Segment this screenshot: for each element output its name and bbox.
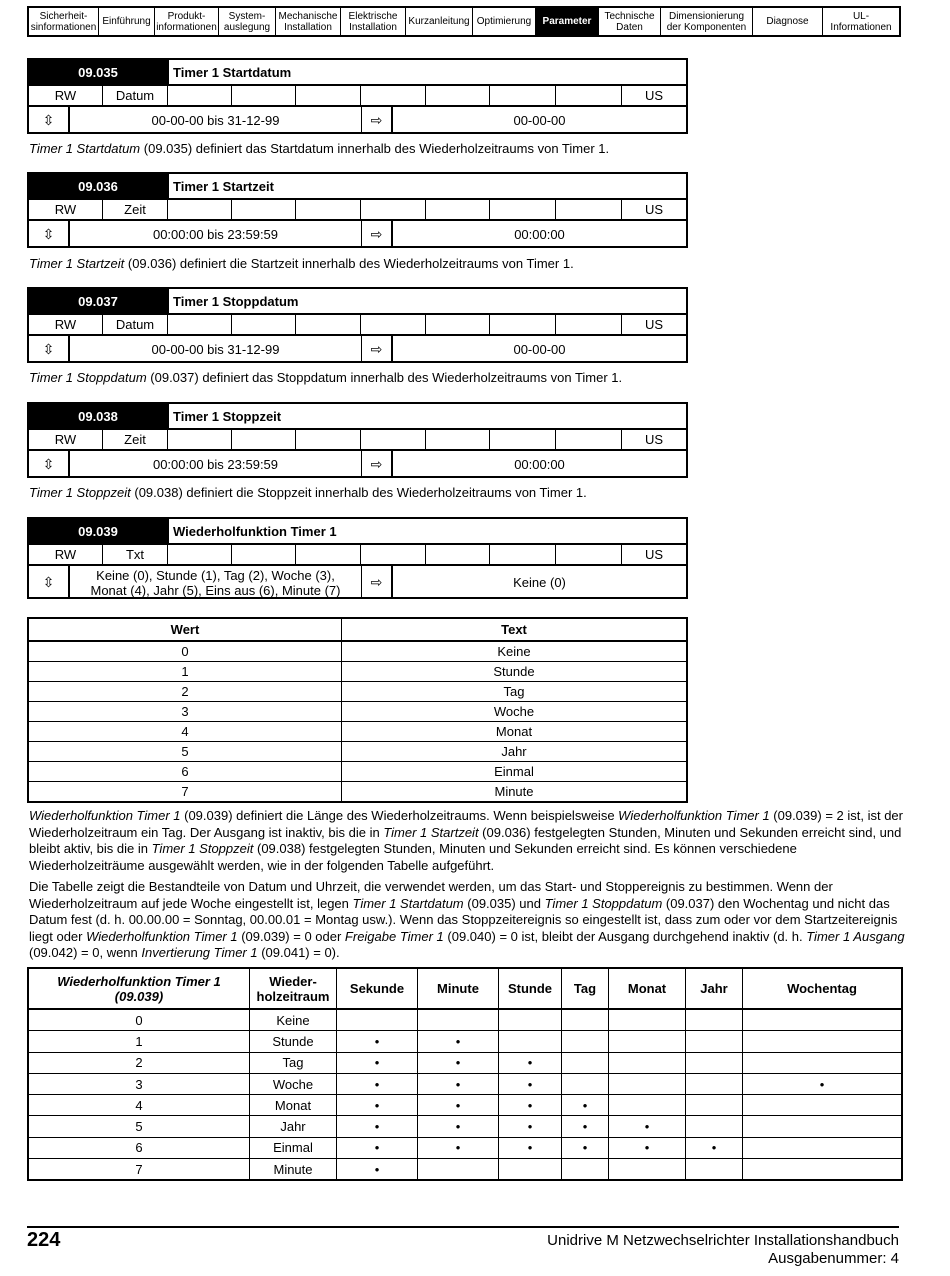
- bullet-mark: •: [418, 1116, 499, 1137]
- empty-cell: [499, 1009, 562, 1031]
- attribute-cell: Zeit: [103, 430, 168, 449]
- table-row: [28, 1116, 902, 1137]
- bullet-mark: •: [337, 1116, 418, 1137]
- text-run: (09.039) = 0 oder: [237, 928, 345, 944]
- attribute-cell: RW: [29, 86, 103, 105]
- parameter-title: Timer 1 Startdatum: [167, 60, 686, 84]
- nav-tab-7[interactable]: Optimierung: [473, 8, 536, 35]
- parameter-range: 00-00-00 bis 31-12-99: [70, 336, 362, 363]
- parameter-reference: Wiederholfunktion Timer 1: [86, 928, 238, 944]
- table-row: [28, 641, 687, 662]
- attribute-cell: [556, 86, 622, 105]
- repeat-period: Minute: [250, 1159, 337, 1181]
- bullet-mark: •: [562, 1095, 609, 1116]
- attribute-cell: [490, 86, 556, 105]
- repeat-value: 0: [28, 1009, 250, 1031]
- value-cell: 0: [28, 641, 342, 662]
- bullet-mark: •: [499, 1116, 562, 1137]
- nav-tab-5[interactable]: Elektrische Installation: [341, 8, 406, 35]
- parameter-number: 09.037: [29, 289, 167, 313]
- bullet-mark: •: [418, 1137, 499, 1158]
- repeat-value: 4: [28, 1095, 250, 1116]
- bullet-mark: •: [418, 1073, 499, 1094]
- nav-tab-11[interactable]: Diagnose: [753, 8, 823, 35]
- text-cell: Minute: [342, 782, 688, 803]
- repeat-period: Einmal: [250, 1137, 337, 1158]
- attribute-cell: [168, 545, 232, 564]
- attribute-cell: US: [644, 317, 664, 332]
- attribute-cell: [490, 200, 556, 219]
- empty-cell: [686, 1159, 743, 1181]
- empty-cell: [418, 1009, 499, 1031]
- empty-cell: [686, 1031, 743, 1052]
- bullet-mark: •: [337, 1052, 418, 1073]
- text-run: (09.041) = 0).: [257, 945, 340, 961]
- nav-tab-8[interactable]: Parameter: [536, 8, 599, 35]
- value-cell: 4: [28, 722, 342, 742]
- attribute-cell: US: [644, 202, 664, 217]
- table-row: [28, 702, 687, 722]
- empty-cell: [609, 1031, 686, 1052]
- description-text: (09.037) definiert das Stoppdatum innerhalb des Wiederholzeitraums von Timer 1.: [146, 370, 623, 385]
- attribute-cell: US: [644, 88, 664, 103]
- parameter-default: 00:00:00: [514, 227, 565, 242]
- nav-tab-0[interactable]: Sicherheit- sinformationen: [29, 8, 99, 35]
- column-header-text: Text: [342, 618, 688, 641]
- repeat-period: Woche: [250, 1073, 337, 1094]
- bullet-mark: •: [499, 1073, 562, 1094]
- column-header: Sekunde: [337, 968, 418, 1009]
- value-cell: 6: [28, 762, 342, 782]
- page-number: 224: [27, 1229, 61, 1251]
- empty-cell: [609, 1159, 686, 1181]
- parameter-block-09-035: [27, 58, 688, 134]
- table-row: [28, 1137, 902, 1158]
- parameter-reference: Timer 1 Stoppzeit: [151, 841, 254, 857]
- attribute-cell: [426, 430, 490, 449]
- empty-cell: [743, 1009, 903, 1031]
- value-cell: 2: [28, 682, 342, 702]
- value-cell: 7: [28, 782, 342, 803]
- table-row: [28, 782, 687, 803]
- nav-tab-3[interactable]: System- auslegung: [219, 8, 276, 35]
- range-icon: ⇳: [29, 566, 70, 599]
- empty-cell: [337, 1009, 418, 1031]
- parameter-range: [70, 566, 362, 599]
- attribute-cell: Txt: [103, 545, 168, 564]
- table-row: [28, 1031, 902, 1052]
- table-row: [28, 1052, 902, 1073]
- empty-cell: [686, 1052, 743, 1073]
- parameter-description: [29, 370, 909, 386]
- repeat-period: Stunde: [250, 1031, 337, 1052]
- attribute-cell: RW: [29, 545, 103, 564]
- description-text: (09.038) definiert die Stoppzeit innerhalb des Wiederholzeitraums von Timer 1.: [130, 485, 587, 500]
- bullet-mark: •: [418, 1095, 499, 1116]
- range-icon: ⇳: [29, 451, 70, 478]
- empty-cell: [609, 1009, 686, 1031]
- attribute-cell: [232, 86, 296, 105]
- column-header: Monat: [609, 968, 686, 1009]
- table-row: [28, 682, 687, 702]
- column-header: Wiederholfunktion Timer 1 (09.039): [28, 968, 250, 1009]
- attribute-cell: RW: [29, 430, 103, 449]
- table-row: [28, 662, 687, 682]
- column-header: Minute: [418, 968, 499, 1009]
- parameter-default: 00:00:00: [514, 457, 565, 472]
- parameter-block-09-039: [27, 517, 688, 599]
- range-icon: ⇳: [29, 107, 70, 134]
- attribute-cell: Datum: [103, 315, 168, 334]
- parameter-name: Timer 1 Stoppzeit: [29, 485, 131, 500]
- range-icon: ⇳: [29, 221, 70, 248]
- empty-cell: [562, 1009, 609, 1031]
- empty-cell: [686, 1116, 743, 1137]
- bullet-mark: •: [337, 1137, 418, 1158]
- attribute-cell: [296, 200, 361, 219]
- parameter-default: 00-00-00: [513, 342, 566, 357]
- attribute-cell: [556, 545, 622, 564]
- attribute-cell: US: [644, 547, 664, 562]
- empty-cell: [562, 1073, 609, 1094]
- parameter-block-09-036: [27, 172, 688, 248]
- text-cell: Einmal: [342, 762, 688, 782]
- footer-info: [547, 1232, 899, 1268]
- repeat-value: 6: [28, 1137, 250, 1158]
- table-row: [28, 1095, 902, 1116]
- parameter-title: Timer 1 Startzeit: [167, 174, 686, 198]
- repeat-period: Tag: [250, 1052, 337, 1073]
- text-run: (09.042) = 0, wenn: [29, 945, 142, 961]
- bullet-mark: •: [337, 1073, 418, 1094]
- attribute-cell: [232, 200, 296, 219]
- text-cell: Jahr: [342, 742, 688, 762]
- empty-cell: [609, 1052, 686, 1073]
- attribute-cell: [296, 430, 361, 449]
- attribute-cell: Zeit: [103, 200, 168, 219]
- attribute-cell: [361, 430, 426, 449]
- parameter-reference: Wiederholfunktion Timer 1: [618, 808, 770, 823]
- issue-number: Ausgabenummer: 4: [768, 1250, 899, 1267]
- default-arrow-icon: ⇨: [362, 451, 393, 478]
- column-header: Wochentag: [743, 968, 903, 1009]
- parameter-reference: Wiederholfunktion Timer 1: [29, 808, 181, 823]
- repeat-period-table: [27, 967, 903, 1181]
- parameter-number: 09.038: [29, 404, 167, 428]
- column-header: Stunde: [499, 968, 562, 1009]
- empty-cell: [743, 1031, 903, 1052]
- range-line: Monat (4), Jahr (5), Eins aus (6), Minute (7): [90, 582, 341, 598]
- bullet-mark: •: [499, 1095, 562, 1116]
- bullet-mark: •: [686, 1137, 743, 1158]
- repeat-period: Keine: [250, 1009, 337, 1031]
- bullet-mark: •: [337, 1095, 418, 1116]
- parameter-range: 00:00:00 bis 23:59:59: [70, 451, 362, 478]
- text-run: (09.039) definiert die Länge des Wiederholzeitraums. Wenn beispielsweise: [180, 808, 619, 823]
- attribute-cell: [426, 545, 490, 564]
- attribute-cell: [426, 86, 490, 105]
- empty-cell: [499, 1159, 562, 1181]
- attribute-cell: [168, 315, 232, 334]
- text-cell: Woche: [342, 702, 688, 722]
- parameter-reference: Invertierung Timer 1: [141, 945, 258, 961]
- table-row: [28, 1073, 902, 1094]
- table-row: [28, 762, 687, 782]
- empty-cell: [686, 1073, 743, 1094]
- attribute-cell: [426, 200, 490, 219]
- default-arrow-icon: ⇨: [362, 221, 393, 248]
- text-cell: Monat: [342, 722, 688, 742]
- bullet-mark: •: [562, 1116, 609, 1137]
- attribute-cell: [490, 545, 556, 564]
- parameter-title: Wiederholfunktion Timer 1: [167, 519, 686, 543]
- text-cell: Keine: [342, 641, 688, 662]
- bullet-mark: •: [418, 1052, 499, 1073]
- parameter-block-09-038: [27, 402, 688, 478]
- nav-tab-10[interactable]: Dimensionierung der Komponenten: [661, 8, 753, 35]
- repeat-period: Monat: [250, 1095, 337, 1116]
- table-row: [28, 722, 687, 742]
- attribute-cell: [490, 315, 556, 334]
- nav-tab-6[interactable]: Kurzanleitung: [406, 8, 473, 35]
- parameter-number: 09.035: [29, 60, 167, 84]
- paragraph-repeat-function: [29, 808, 909, 874]
- attribute-cell: [426, 315, 490, 334]
- text-run: (09.035) und: [463, 895, 545, 911]
- column-header: Wieder- holzeitraum: [250, 968, 337, 1009]
- attribute-cell: [296, 86, 361, 105]
- text-cell: Stunde: [342, 662, 688, 682]
- bullet-mark: •: [499, 1052, 562, 1073]
- bullet-mark: •: [743, 1073, 903, 1094]
- repeat-value: 2: [28, 1052, 250, 1073]
- paragraph-date-time-components: [29, 879, 909, 962]
- attribute-cell: [361, 200, 426, 219]
- attribute-cell: Datum: [103, 86, 168, 105]
- attribute-cell: [490, 430, 556, 449]
- parameter-description: [29, 256, 909, 272]
- attribute-cell: [168, 200, 232, 219]
- attribute-cell: [361, 545, 426, 564]
- attribute-cell: [296, 545, 361, 564]
- nav-tab-2[interactable]: Produkt- informationen: [155, 8, 219, 35]
- attribute-cell: [361, 86, 426, 105]
- table-row: [28, 742, 687, 762]
- attribute-cell: [232, 545, 296, 564]
- parameter-name: Timer 1 Stoppdatum: [29, 370, 147, 385]
- parameter-range: 00:00:00 bis 23:59:59: [70, 221, 362, 248]
- attribute-cell: [361, 315, 426, 334]
- attribute-cell: [168, 430, 232, 449]
- empty-cell: [743, 1159, 903, 1181]
- column-header: Jahr: [686, 968, 743, 1009]
- empty-cell: [743, 1137, 903, 1158]
- empty-cell: [686, 1095, 743, 1116]
- footer-rule: [27, 1226, 899, 1228]
- text-run: (09.037) den Wochentag und nicht das Datum fest (d. h. 00.00.00 = Sonntag, 00.00.01 = Montag usw.). Wenn das Stoppzeitereignis so eingestellt ist, dass zum oder vor dem Startzeitereignis liegt oder: [29, 895, 898, 944]
- bullet-mark: •: [609, 1137, 686, 1158]
- range-line: Keine (0), Stunde (1), Tag (2), Woche (3),: [96, 567, 335, 583]
- parameter-reference: Freigabe Timer 1: [344, 928, 444, 944]
- empty-cell: [743, 1116, 903, 1137]
- repeat-value: 3: [28, 1073, 250, 1094]
- nav-tab-4[interactable]: Mechanische Installation: [276, 8, 341, 35]
- parameter-description: [29, 485, 909, 501]
- table-row: [28, 1009, 902, 1031]
- empty-cell: [418, 1159, 499, 1181]
- parameter-block-09-037: [27, 287, 688, 363]
- manual-title: Unidrive M Netzwechselrichter Installationshandbuch: [547, 1232, 899, 1249]
- value-cell: 5: [28, 742, 342, 762]
- chapter-navigation: [27, 6, 901, 37]
- default-arrow-icon: ⇨: [362, 336, 393, 363]
- bullet-mark: •: [609, 1116, 686, 1137]
- nav-tab-9[interactable]: Technische Daten: [599, 8, 661, 35]
- text-run: Die Tabelle zeigt die Bestandteile von Datum und Uhrzeit, die verwendet werden, um das Start- und Stoppereignis zu bestimmen. Wenn der Wiederholzeitraum auf jede Woche eingestellt ist, legen: [29, 879, 833, 911]
- default-arrow-icon: ⇨: [362, 107, 393, 134]
- description-text: (09.035) definiert das Startdatum innerhalb des Wiederholzeitraums von Timer 1.: [140, 141, 610, 156]
- nav-tab-1[interactable]: Einführung: [99, 8, 155, 35]
- attribute-cell: [232, 315, 296, 334]
- empty-cell: [562, 1159, 609, 1181]
- column-header-wert: Wert: [28, 618, 342, 641]
- text-run: (09.038) festgelegten Stunden, Minuten und Sekunden erreicht sind. Es können verschiedene Wiederholzeiträume ausgewählt werden, wie in der folgenden Tabelle aufgeführt.: [29, 841, 797, 873]
- text-run: (09.040) = 0 ist, bleibt der Ausgang durchgehend inaktiv (d. h.: [443, 928, 807, 944]
- text-cell: Tag: [342, 682, 688, 702]
- value-cell: 3: [28, 702, 342, 722]
- parameter-range: 00-00-00 bis 31-12-99: [70, 107, 362, 134]
- empty-cell: [609, 1095, 686, 1116]
- parameter-title: Timer 1 Stoppdatum: [167, 289, 686, 313]
- attribute-cell: US: [644, 432, 664, 447]
- parameter-reference: Timer 1 Ausgang: [806, 928, 905, 944]
- attribute-cell: [556, 200, 622, 219]
- empty-cell: [686, 1009, 743, 1031]
- empty-cell: [499, 1031, 562, 1052]
- column-header: Tag: [562, 968, 609, 1009]
- parameter-reference: Timer 1 Startdatum: [352, 895, 464, 911]
- repeat-value: 1: [28, 1031, 250, 1052]
- parameter-reference: Timer 1 Startzeit: [383, 824, 479, 840]
- text-run: (09.039) = 2 ist, ist der Wiederholzeitraum ein Tag. Der Ausgang ist inaktiv, bis die in: [29, 808, 903, 840]
- repeat-value: 5: [28, 1116, 250, 1137]
- bullet-mark: •: [337, 1031, 418, 1052]
- empty-cell: [609, 1073, 686, 1094]
- repeat-period: Jahr: [250, 1116, 337, 1137]
- parameter-title: Timer 1 Stoppzeit: [167, 404, 686, 428]
- nav-tab-12[interactable]: UL- Informationen: [830, 10, 892, 33]
- attribute-cell: [556, 430, 622, 449]
- parameter-name: Timer 1 Startdatum: [29, 141, 141, 156]
- range-icon: ⇳: [29, 336, 70, 363]
- bullet-mark: •: [337, 1159, 418, 1181]
- bullet-mark: •: [562, 1137, 609, 1158]
- empty-cell: [743, 1052, 903, 1073]
- empty-cell: [562, 1052, 609, 1073]
- value-cell: 1: [28, 662, 342, 682]
- repeat-value: 7: [28, 1159, 250, 1181]
- bullet-mark: •: [418, 1031, 499, 1052]
- attribute-cell: RW: [29, 200, 103, 219]
- attribute-cell: [296, 315, 361, 334]
- attribute-cell: [556, 315, 622, 334]
- parameter-default: 00-00-00: [513, 113, 566, 128]
- attribute-cell: [232, 430, 296, 449]
- bullet-mark: •: [499, 1137, 562, 1158]
- parameter-default: Keine (0): [513, 575, 566, 590]
- description-text: (09.036) definiert die Startzeit innerhalb des Wiederholzeitraums von Timer 1.: [124, 256, 574, 271]
- parameter-number: 09.039: [29, 519, 167, 543]
- empty-cell: [743, 1095, 903, 1116]
- attribute-cell: RW: [29, 315, 103, 334]
- empty-cell: [562, 1031, 609, 1052]
- parameter-description: [29, 141, 909, 157]
- parameter-reference: Timer 1 Stoppdatum: [544, 895, 663, 911]
- parameter-name: Timer 1 Startzeit: [29, 256, 125, 271]
- text-run: (09.036) festgelegten Stunden, Minuten und Sekunden erreicht sind, und bleibt aktiv, bis die in: [29, 824, 902, 857]
- attribute-cell: [168, 86, 232, 105]
- default-arrow-icon: ⇨: [362, 566, 393, 599]
- table-row: [28, 1159, 902, 1181]
- value-text-table: [27, 617, 688, 803]
- parameter-number: 09.036: [29, 174, 167, 198]
